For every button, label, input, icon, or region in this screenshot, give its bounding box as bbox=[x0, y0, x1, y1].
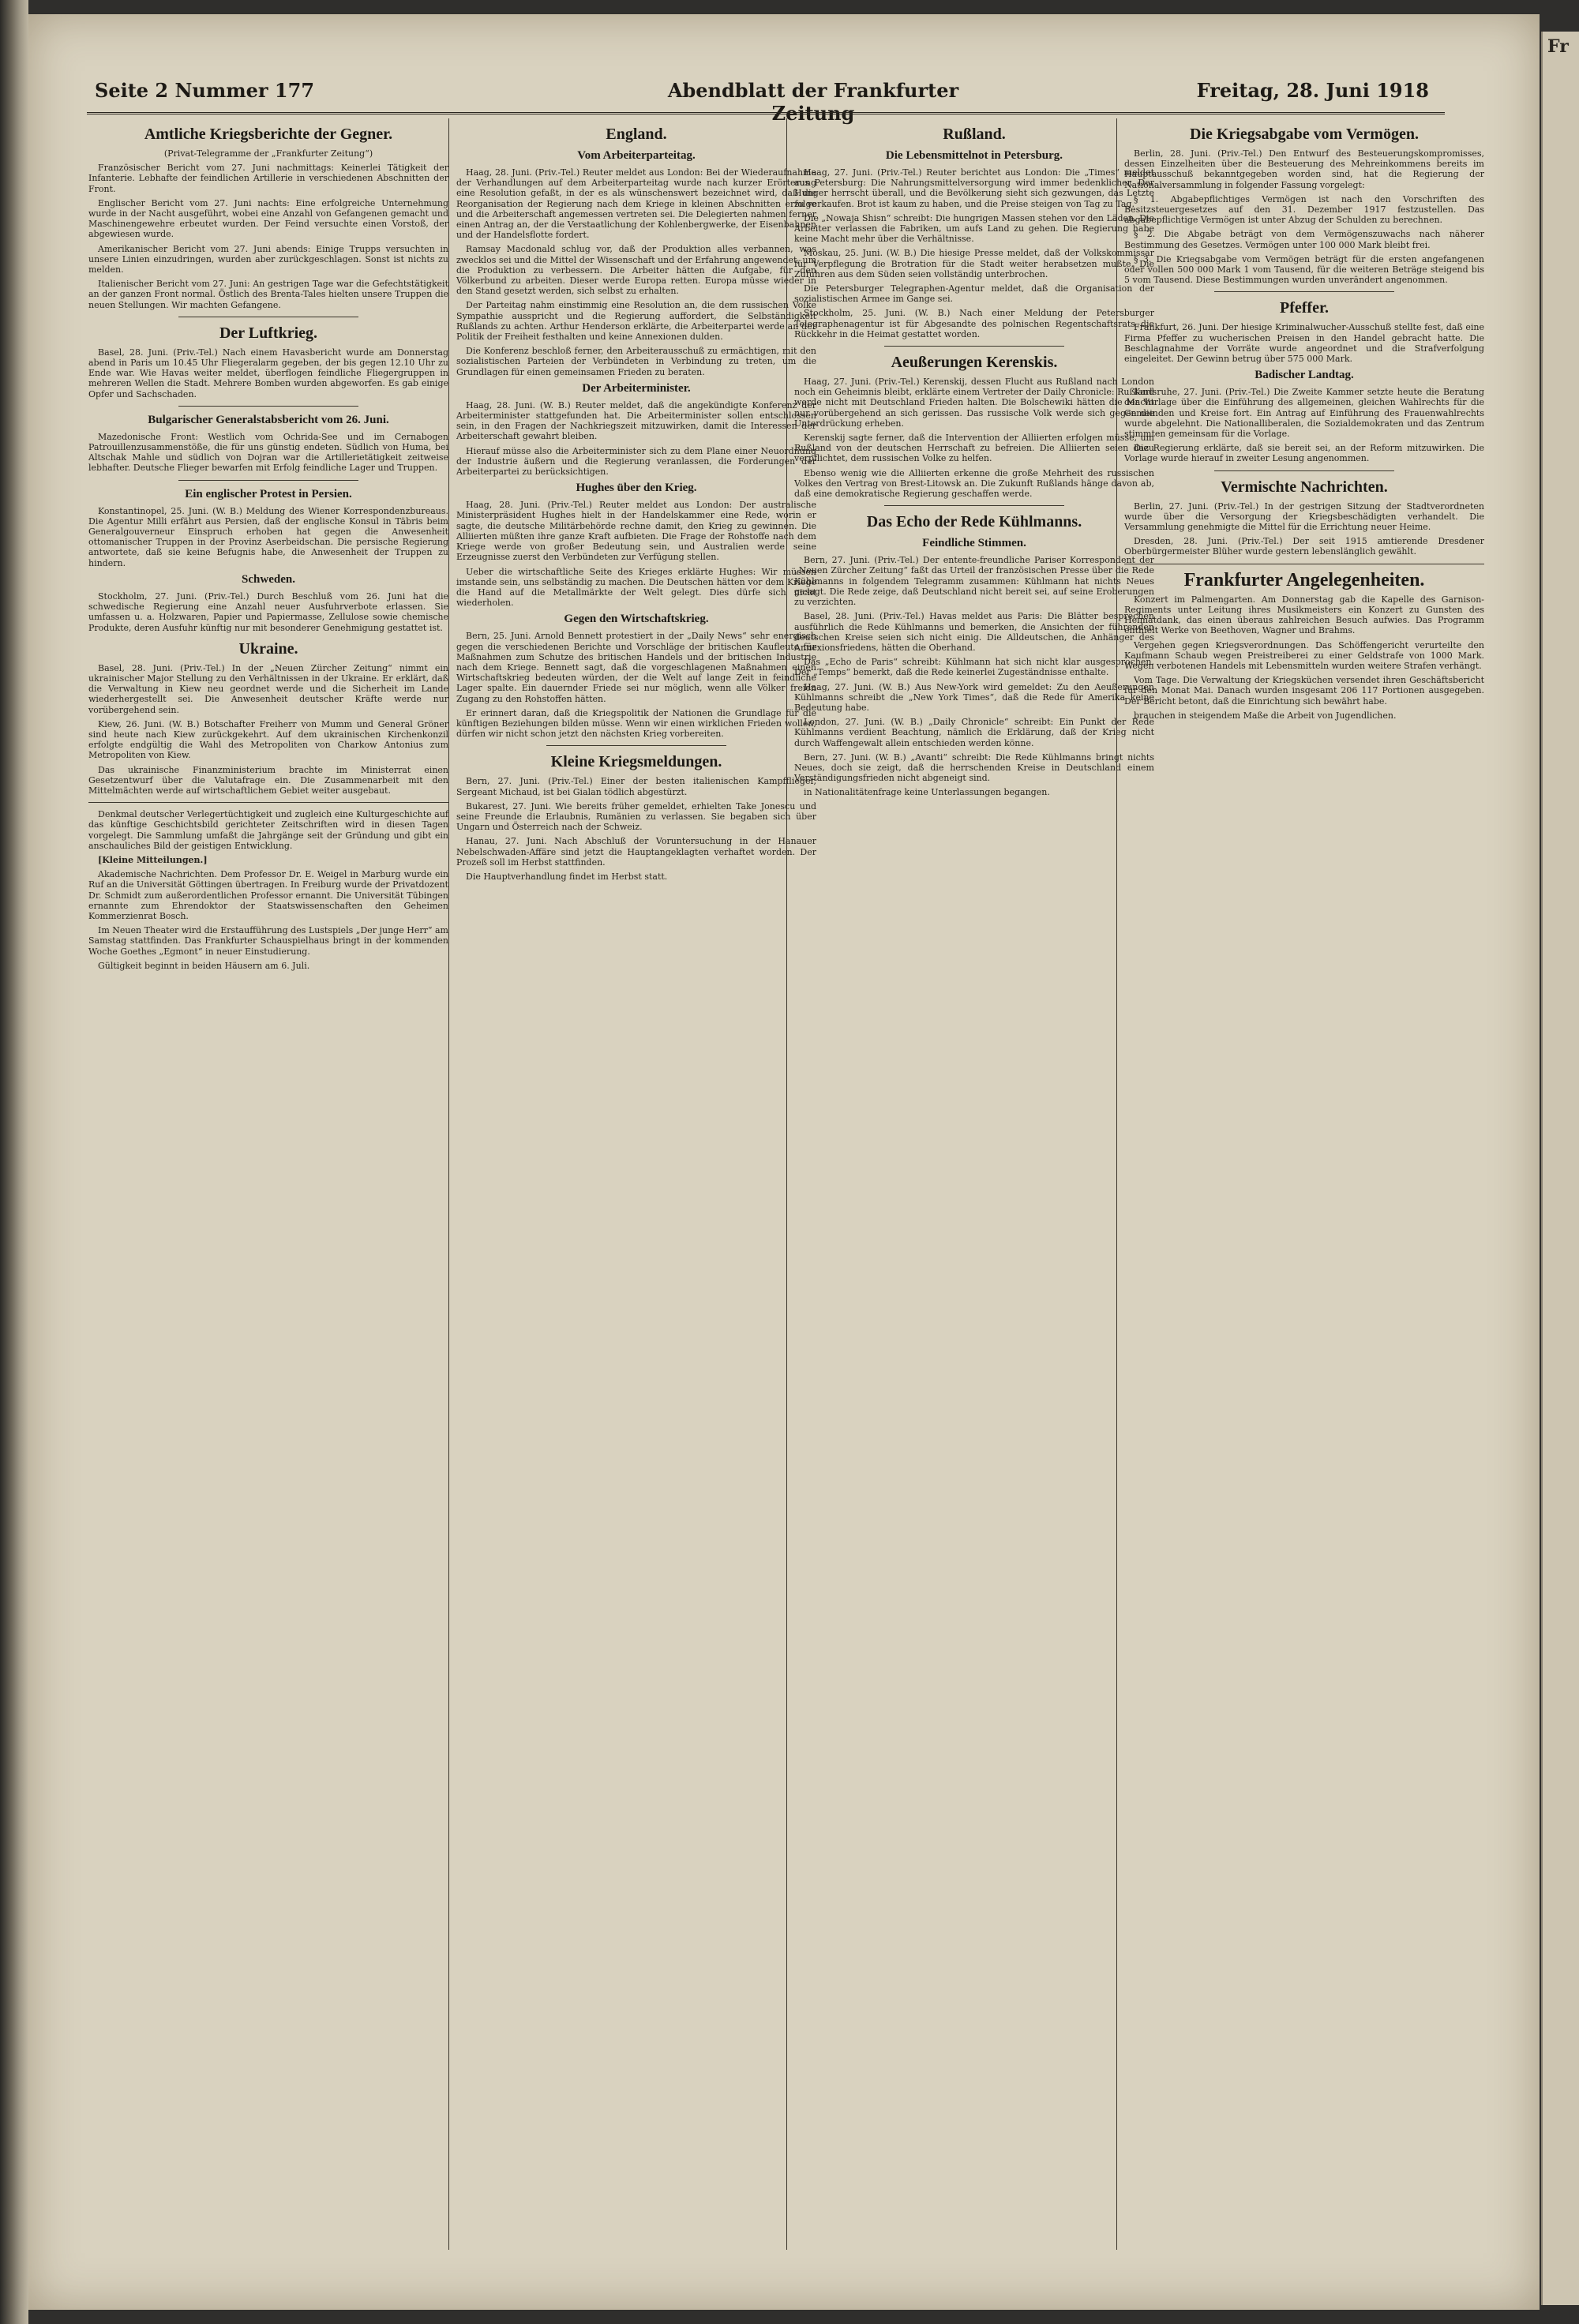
section-separator bbox=[546, 745, 726, 746]
article-paragraph: Mazedonische Front: Westlich vom Ochrida-See und im Cernabogen Patrouillenzusammenstöße, die für uns günstig endeten. Südlich von Huma, bei Altschak Mahle und südlich von Dojran war die Artillerietätigkeit zeitweise lebhafter. Deutsche Flieger bewarfen mit Erfolg feindliche Lager und Truppen. bbox=[88, 431, 448, 474]
adjacent-page-letters: Fr bbox=[1547, 36, 1569, 57]
headline: Frankfurter Angelegenheiten. bbox=[1183, 569, 1425, 590]
article-paragraph: Die Petersburger Telegraphen-Agentur meldet, daß die Organisation der sozialistischen Armee im Gange sei. bbox=[794, 283, 1154, 305]
headline: England. bbox=[606, 126, 667, 143]
article-paragraph: Englischer Bericht vom 27. Juni nachts: Eine erfolgreiche Unternehmung wurde in der Nacht ausgeführt, wobei eine Anzahl von Gefangenen gemacht und Maschinengewehre erbeutet wurden. Der Feind versuchte einen Vorstoß, der abgewiesen wurde. bbox=[88, 197, 448, 240]
article-paragraph: Die Regierung erklärte, daß sie bereit sei, an der Reform mitzuwirken. Die Vorlage wurde hierauf in zweiter Lesung angenommen. bbox=[1124, 443, 1484, 464]
section-separator bbox=[884, 505, 1064, 506]
article-paragraph: § 2. Die Abgabe beträgt von dem Vermögenszuwachs nach näherer Bestimmung des Gesetzes. Vermögen unter 100 000 Mark bleibt frei. bbox=[1124, 229, 1484, 250]
article-paragraph: Er erinnert daran, daß die Kriegspolitik der Nationen die Grundlage für die künftigen Beziehungen bilden müsse. Wenn wir einen wirklichen Frieden wollen, dürfen wir nicht schon jetzt den nächsten Krieg vorbereiten. bbox=[456, 707, 816, 740]
article-paragraph: Bern, 27. Juni. (Priv.-Tel.) Einer der besten italienischen Kampfflieger, Sergeant Michaud, ist bei Gialan tödlich abgestürzt. bbox=[456, 776, 816, 797]
article-paragraph: Das ukrainische Finanzministerium brachte im Ministerrat einen Gesetzentwurf über die Valutafrage ein. Die Zusammenarbeit mit den Mittelmächten werde auf wirtschaftlichem Gebiet weiter ausgebaut. bbox=[88, 764, 448, 796]
feuilleton-paragraph: Denkmal deutscher Verlegertüchtigkeit und zugleich eine Kulturgeschichte auf das künftige Geschichtsbild gerichteter Zeitschriften wird in diesen Tagen vorgelegt. Die Sammlung umfaßt die Jahrgänge seit der Gründung und gibt ein anschauliches Bild der geistigen Entwicklung. bbox=[88, 809, 448, 851]
book-binding bbox=[0, 0, 28, 2324]
footer-line: Die Hauptverhandlung findet im Herbst statt. bbox=[466, 871, 668, 882]
footer-line: Gültigkeit beginnt in beiden Häusern am 6. Juli. bbox=[98, 960, 310, 971]
article-paragraph: Kiew, 26. Juni. (W. B.) Botschafter Freiherr von Mumm und General Gröner sind heute nach Kiew zurückgekehrt. Auf dem ukrainischen Kirchenkonzil erfolgte endgültig die Wahl des Metropoliten von Charkow Antonius zum Metropoliten von Kiew. bbox=[88, 718, 448, 761]
subheading: Hughes über den Krieg. bbox=[576, 482, 697, 495]
article-paragraph: Moskau, 25. Juni. (W. B.) Die hiesige Presse meldet, daß der Volkskommissar für Verpflegung die Brotration für die Stadt weiter herabsetzen mußte. Die Zufuhren aus dem Süden seien vollständig unterbrochen. bbox=[794, 248, 1154, 279]
headline: Kleine Kriegsmeldungen. bbox=[550, 753, 722, 771]
headline: Der Luftkrieg. bbox=[219, 324, 318, 342]
article-paragraph: Italienischer Bericht vom 27. Juni: An gestrigen Tage war die Gefechtstätigkeit an der ganzen Front normal. Östlich des Brenta-Tales hielten unsere Truppen die neuen Stellungen. Wir machten Gefangene. bbox=[88, 279, 448, 310]
headline: Pfeffer. bbox=[1280, 299, 1329, 317]
article-paragraph: Ebenso wenig wie die Alliierten erkenne die große Mehrheit des russischen Volkes den Vertrag von Brest-Litowsk an. Die Zukunft Rußlands hänge davon ab, daß eine demokratische Regierung geschaffen werde. bbox=[794, 467, 1154, 500]
headline: Vermischte Nachrichten. bbox=[1221, 478, 1388, 496]
headline: Die Kriegsabgabe vom Vermögen. bbox=[1190, 126, 1419, 143]
section-label: [Kleine Mitteilungen.] bbox=[98, 854, 208, 865]
column-2 bbox=[456, 118, 816, 2250]
article-paragraph: Haag, 28. Juni. (W. B.) Reuter meldet, daß die angekündigte Konferenz der Arbeiterminister stattgefunden hat. Die Arbeiterminister sollen entschlossen sein, in den Fragen der Nachkriegszeit mitzuwirken, damit die Interessen der Arbeiterschaft gewahrt bleiben. bbox=[456, 399, 816, 442]
article-paragraph: Basel, 28. Juni. (Priv.-Tel.) Nach einem Havasbericht wurde am Donnerstag abend in Paris um 10.45 Uhr Fliegeralarm gegeben, der bis gegen 12.10 Uhr zu Ende war. Wie Havas weiter meldet, überflogen feindliche Fliegergruppen in mehreren Wellen die Stadt. Mehrere Bomben wurden abgeworfen. Es gab einige Opfer und Sachschaden. bbox=[88, 347, 448, 399]
article-paragraph: Bern, 27. Juni. (W. B.) „Avanti“ schreibt: Die Rede Kühlmanns bringt nichts Neues, doch sie zeigt, daß die herrschenden Kreise in Deutschland einem Verständigungsfrieden nicht abgeneigt sind. bbox=[794, 752, 1154, 784]
article-paragraph: Konzert im Palmengarten. Am Donnerstag gab die Kapelle des Garnison-Regiments unter Leitung ihres Musikmeisters ein Konzert zu Gunsten des Heimatdank, das einen überaus zahlreichen Besuch aufwies. Das Programm enthielt Werke von Beethoven, Wagner und Brahms. bbox=[1124, 594, 1484, 636]
article-paragraph: Basel, 28. Juni. (Priv.-Tel.) Havas meldet aus Paris: Die Blätter besprechen ausführlich die Rede Kühlmanns und bemerken, die Ansichten der führenden deutschen Kreise seien sich nicht einig. Die Alldeutschen, die Anhänger des Annexionsfriedens, hätten die Oberhand. bbox=[794, 611, 1154, 653]
article-paragraph: Frankfurt, 26. Juni. Der hiesige Kriminalwucher-Ausschuß stellte fest, daß eine Firma Pfeffer zu wucherischen Preisen in den Handel gebracht hatte. Die Beschlagnahme der Vorräte wurde angeordnet und die Strafverfolgung eingeleitet. Der Gewinn betrug über 575 000 Mark. bbox=[1124, 322, 1484, 365]
article-paragraph: § 3. Die Kriegsabgabe vom Vermögen beträgt für die ersten angefangenen oder vollen 500 000 Mark 1 vom Tausend, für die weiteren Beträge steigend bis 5 vom Tausend. Diese Bestimmungen wurden unverändert angenommen. bbox=[1124, 253, 1484, 286]
section-separator bbox=[1214, 291, 1394, 292]
article-paragraph: Hanau, 27. Juni. Nach Abschluß der Voruntersuchung in der Hanauer Nebelschwaden-Affäre sind jetzt die Hauptangeklagten verhaftet worden. Der Prozeß soll im Herbst stattfinden. bbox=[456, 836, 816, 868]
feuilleton-paragraph: Akademische Nachrichten. Dem Professor Dr. E. Weigel in Marburg wurde ein Ruf an die Universität Göttingen übertragen. In Freiburg wurde der Privatdozent Dr. Schmidt zum außerordentlichen Professor ernannt. Die Universität Tübingen ernannte zum Ehrendoktor der Staatswissenschaften den Geheimen Kommerzienrat Bosch. bbox=[88, 869, 448, 921]
article-paragraph: Vom Tage. Die Verwaltung der Kriegsküchen versendet ihren Geschäftsbericht für den Monat Mai. Danach wurden insgesamt 206 117 Portionen ausgegeben. Der Bericht betont, daß die Einrichtung sich bewährt habe. bbox=[1124, 675, 1484, 707]
section-separator bbox=[88, 802, 448, 803]
article-paragraph: Ramsay Macdonald schlug vor, daß der Produktion alles verbannen, was zwecklos sei und die Mittel der Wissenschaft und der Erfahrung angewendet, um die Produktion zu verbessern. Die Arbeiter hätten die Aufgabe, für den Völkerbund zu arbeiten. Dieser werde Europa retten. Europa müsse wieder in den Stand gesetzt werden, sich selbst zu erhalten. bbox=[456, 244, 816, 297]
article-paragraph: Haag, 27. Juni. (W. B.) Aus New-York wird gemeldet: Zu den Aeußerungen Kühlmanns schreibt die „New York Times“, daß die Rede für Amerika keine Bedeutung habe. bbox=[794, 681, 1154, 713]
section-separator bbox=[884, 346, 1064, 347]
headline: Aeußerungen Kerenskis. bbox=[891, 354, 1058, 372]
section-separator bbox=[1214, 470, 1394, 471]
section-separator bbox=[178, 406, 358, 407]
article-paragraph: Stockholm, 25. Juni. (W. B.) Nach einer Meldung der Petersburger Telegraphenagentur ist für Abgesandte des polnischen Regentschaftsrats die Rückkehr in die Heimat gestattet worden. bbox=[794, 308, 1154, 339]
article-paragraph: Bern, 25. Juni. Arnold Bennett protestiert in der „Daily News“ sehr energisch gegen die verschiedenen Berichte und Vorschläge der britischen Kaufleute für Maßnahmen zum Schutze des britischen Handels und der britischen Industrie nach dem Kriege. Bennett sagt, daß die vorgeschlagenen Maßnahmen einen Wirtschaftskrieg bedeuten würden, der die Welt auf lange Zeit in feindliche Lager spalte. Ein dauernder Friede sei nur möglich, wenn alle Völker freien Zugang zu den Rohstoffen hätten. bbox=[456, 631, 816, 704]
article-paragraph: Dresden, 28. Juni. (Priv.-Tel.) Der seit 1915 amtierende Dresdener Oberbürgermeister Blüher wurde gestern lebenslänglich gewählt. bbox=[1124, 536, 1484, 557]
headline: Schweden. bbox=[242, 572, 295, 586]
issue-date: Freitag, 28. Juni 1918 bbox=[1196, 79, 1429, 102]
article-paragraph: Haag, 27. Juni. (Priv.-Tel.) Kerenskij, dessen Flucht aus Rußland nach London noch ein Geheimnis bleibt, erklärte einem Vertreter der Daily Chronicle: Rußland werde nicht mit Deutschland Frieden halten. Die Bolschewiki hätten die Macht nur vorübergehend an sich gerissen. Das russische Volk werde sich gegen die Unterdrückung erheben. bbox=[794, 377, 1154, 429]
article-paragraph: Haag, 28. Juni. (Priv.-Tel.) Reuter meldet aus London: Der australische Ministerpräsident Hughes hielt in der Handelskammer eine Rede, worin er sagte, die deutsche Militärbehörde rechne damit, den Krieg zu gewinnen. Die Alliierten müßten ihre ganze Kraft aufbieten. Die Frage der Rohstoffe nach dem Kriege werde von großer Bedeutung sein, und Australien werde seine Erzeugnisse zuerst den Verbündeten zur Verfügung stellen. bbox=[456, 500, 816, 563]
column-4 bbox=[1124, 118, 1484, 2250]
footer-line: brauchen in steigendem Maße die Arbeit von Jugendlichen. bbox=[1134, 710, 1397, 721]
subheading: Der Arbeiterminister. bbox=[582, 381, 691, 395]
subheading: Badischer Landtag. bbox=[1255, 369, 1354, 382]
article-paragraph: Der Parteitag nahm einstimmig eine Resolution an, die dem russischen Volke Sympathie ausspricht und die Regierung auffordert, die Selbständigkeit Rußlands zu achten. Arthur Henderson erklärte, die Arbeiterpartei werde an der Politik der Freiheit festhalten und keine Annexionen dulden. bbox=[456, 300, 816, 343]
footer-line: in Nationalitätenfrage keine Unterlassungen begangen. bbox=[804, 787, 1050, 798]
headline: Bulgarischer Generalstabsbericht vom 26. Juni. bbox=[148, 413, 389, 426]
section-separator bbox=[178, 480, 358, 481]
page-number: Seite 2 Nummer 177 bbox=[95, 79, 315, 102]
subheading: Vom Arbeiterparteitag. bbox=[577, 149, 696, 162]
column-3 bbox=[794, 118, 1154, 2250]
headline: Rußland. bbox=[943, 126, 1006, 143]
feuilleton-paragraph: Im Neuen Theater wird die Erstaufführung des Lustspiels „Der junge Herr“ am Samstag stattfinden. Das Frankfurter Schauspielhaus bringt in der kommenden Woche Goethes „Egmont“ in neuer Einstudierung. bbox=[88, 925, 448, 957]
article-paragraph: Konstantinopel, 25. Juni. (W. B.) Meldung des Wiener Korrespondenzbureaus. Die Agentur Milli erfährt aus Persien, daß der englische Konsul in Täbris beim Generalgouverneur Einspruch erhoben hat gegen die Anwesenheit ottomanischer Truppen in der Provinz Aserbeidschan. Die persische Regierung antwortete, daß sie keine Befugnis habe, die Anwesenheit der Truppen zu hindern. bbox=[88, 505, 448, 568]
article-paragraph: Berlin, 28. Juni. (Priv.-Tel.) Den Entwurf des Besteuerungskompromisses, dessen Einzelheiten über die Besteuerung des Mehreinkommens bereits im Hauptausschuß bekanntgegeben worden sind, hat die Regierung der Nationalversammlung in folgender Fassung vorgelegt: bbox=[1124, 148, 1484, 190]
article-paragraph: Berlin, 27. Juni. (Priv.-Tel.) In der gestrigen Sitzung der Stadtverordneten wurde über die Versorgung der Kriegsbeschädigten verhandelt. Die Versammlung genehmigte die Mittel für die Errichtung neuer Heime. bbox=[1124, 500, 1484, 533]
article-paragraph: Das „Echo de Paris“ schreibt: Kühlmann hat sich nicht klar ausgesprochen. Der „Temps“ bemerkt, daß die Rede keinerlei Zugeständnisse enthalte. bbox=[794, 657, 1154, 678]
headline: Ukraine. bbox=[238, 639, 298, 658]
article-paragraph: Vergehen gegen Kriegsverordnungen. Das Schöffengericht verurteilte den Kaufmann Schaub wegen Preistreiberei zu einer Geldstrafe von 1000 Mark. Wegen verbotenen Handels mit Lebensmitteln wurden weitere Strafen verhängt. bbox=[1124, 639, 1484, 671]
article-paragraph: Bern, 27. Juni. (Priv.-Tel.) Der entente-freundliche Pariser Korrespondent der „Neuen Zürcher Zeitung“ faßt das Urteil der französischen Presse über die Rede Kühlmanns in folgendem Telegramm zusammen: Kühlmann hat nichts Neues gesagt. Die Rede zeige, daß Deutschland nicht bereit sei, auf seine Eroberungen zu verzichten. bbox=[794, 555, 1154, 608]
subheading: Die Lebensmittelnot in Petersburg. bbox=[885, 149, 1063, 162]
subheading: Gegen den Wirtschaftskrieg. bbox=[564, 613, 709, 626]
article-paragraph: § 1. Abgabepflichtiges Vermögen ist nach den Vorschriften des Besitzsteuergesetzes auf den 31. Dezember 1917 festzustellen. Das abgabepflichtige Vermögen ist unter Abzug der Schulden zu berechnen. bbox=[1124, 193, 1484, 226]
article-paragraph: Karlsruhe, 27. Juni. (Priv.-Tel.) Die Zweite Kammer setzte heute die Beratung der Vorlage über die Einführung des allgemeinen, gleichen Wahlrechts für die Gemeinden und Kreise fort. Ein Antrag auf Einführung des Frauenwahlrechts wurde abgelehnt. Die Nationalliberalen, die Sozialdemokraten und das Zentrum stimmten gemeinsam für die Vorlage. bbox=[1124, 387, 1484, 440]
header-rule bbox=[87, 112, 1445, 114]
subheading: Feindliche Stimmen. bbox=[922, 537, 1026, 550]
column-divider bbox=[448, 118, 449, 2250]
headline: Ein englischer Protest in Persien. bbox=[185, 487, 352, 500]
article-paragraph: Die „Nowaja Shisn“ schreibt: Die hungrigen Massen stehen vor den Läden. Die Arbeiter verlassen die Fabriken, um aufs Land zu gehen. Die Regierung habe keine Macht mehr über die Verhältnisse. bbox=[794, 212, 1154, 245]
headline: Das Echo der Rede Kühlmanns. bbox=[866, 513, 1082, 531]
article-paragraph: Ueber die wirtschaftliche Seite des Krieges erklärte Hughes: Wir müssen imstande sein, uns selbständig zu machen. Die Deutschen hätten vor dem Kriege die Hand auf die Metallmärkte der Welt gelegt. Dies dürfe sich nicht wiederholen. bbox=[456, 566, 816, 609]
article-paragraph: Die Konferenz beschloß ferner, den Arbeiterausschuß zu ermächtigen, mit den sozialistischen Parteien der Verbündeten in Verbindung zu treten, um die Grundlagen für einen gemeinsamen Frieden zu beraten. bbox=[456, 346, 816, 377]
article-paragraph: London, 27. Juni. (W. B.) „Daily Chronicle“ schreibt: Ein Punkt der Rede Kühlmanns verdient Beachtung, nämlich die Erklärung, daß der Krieg nicht durch Waffengewalt allein entschieden werden könne. bbox=[794, 717, 1154, 748]
adjacent-page-edge bbox=[1541, 32, 1579, 2305]
page-header bbox=[95, 79, 1429, 125]
article-paragraph: Französischer Bericht vom 27. Juni nachmittags: Keinerlei Tätigkeit der Infanterie. Lebhafte der feindlichen Artillerie in verschiedenen Abschnitten der Front. bbox=[88, 163, 448, 194]
headline: Amtliche Kriegsberichte der Gegner. bbox=[144, 126, 393, 143]
article-paragraph: Bukarest, 27. Juni. Wie bereits früher gemeldet, erhielten Take Jonescu und seine Freunde die Erlaubnis, Rumänien zu verlassen. Sie begaben sich über Ungarn und Österreich nach der Schweiz. bbox=[456, 800, 816, 833]
masthead: Abendblatt der Frankfurter Zeitung bbox=[667, 79, 959, 125]
article-paragraph: Haag, 28. Juni. (Priv.-Tel.) Reuter meldet aus London: Bei der Wiederaufnahme der Verhandlungen auf dem Arbeiterparteitag wurde nach kurzer Erörterung eine Resolution gefaßt, in der es als wünschenswert bezeichnet wird, daß die Reorganisation der Regierung nach dem Kriege in kleinen Abschnitten erfolge und die Arbeiterschaft angemessen vertreten sei. Die Delegierten nahmen ferner einen Antrag an, der die Verstaatlichung der Kohlenbergwerke, der Eisenbahnen und der Handelsflotte fordert. bbox=[456, 167, 816, 241]
article-paragraph: Kerenskij sagte ferner, daß die Intervention der Alliierten erfolgen müsse, um Rußland von der deutschen Herrschaft zu befreien. Die Alliierten seien dazu verpflichtet, dem russischen Volke zu helfen. bbox=[794, 433, 1154, 464]
article-paragraph: Amerikanischer Bericht vom 27. Juni abends: Einige Trupps versuchten in unsere Linien einzudringen, wurden aber zurückgeschlagen. Sonst ist nichts zu melden. bbox=[88, 243, 448, 276]
article-paragraph: Haag, 27. Juni. (Priv.-Tel.) Reuter berichtet aus London: Die „Times“ meldet aus Petersburg: Die Nahrungsmittelversorgung wird immer bedenklicher. Der Hunger herrscht überall, und die Bevölkerung sieht sich gezwungen, das Letzte zu verkaufen. Brot ist kaum zu haben, und die Preise steigen von Tag zu Tag. bbox=[794, 167, 1154, 209]
column-1 bbox=[88, 118, 448, 2250]
subheading: (Privat-Telegramme der „Frankfurter Zeitung“) bbox=[163, 148, 373, 159]
article-paragraph: Stockholm, 27. Juni. (Priv.-Tel.) Durch Beschluß vom 26. Juni hat die schwedische Regierung eine Anzahl neuer Ausfuhrverbote erlassen. Sie umfassen u. a. Holzwaren, Papier und Papiermasse, Zellulose sowie chemische Produkte, deren Ausfuhr künftig nur mit besonderer Genehmigung gestattet ist. bbox=[88, 590, 448, 633]
article-paragraph: Basel, 28. Juni. (Priv.-Tel.) In der „Neuen Zürcher Zeitung“ nimmt ein ukrainischer Major Stellung zu den Verhältnissen in der Ukraine. Er erklärt, daß die Verwaltung in Kiew neu geordnet werde und die Sicherheit im Lande wiederhergestellt sei. Die Anwesenheit deutscher Kräfte werde nur vorübergehend sein. bbox=[88, 662, 448, 715]
article-paragraph: Hierauf müsse also die Arbeiterminister sich zu dem Plane einer Neuordnung der Industrie äußern und die Regierung veranlassen, die Forderungen der Arbeiterpartei zu berücksichtigen. bbox=[456, 445, 816, 478]
